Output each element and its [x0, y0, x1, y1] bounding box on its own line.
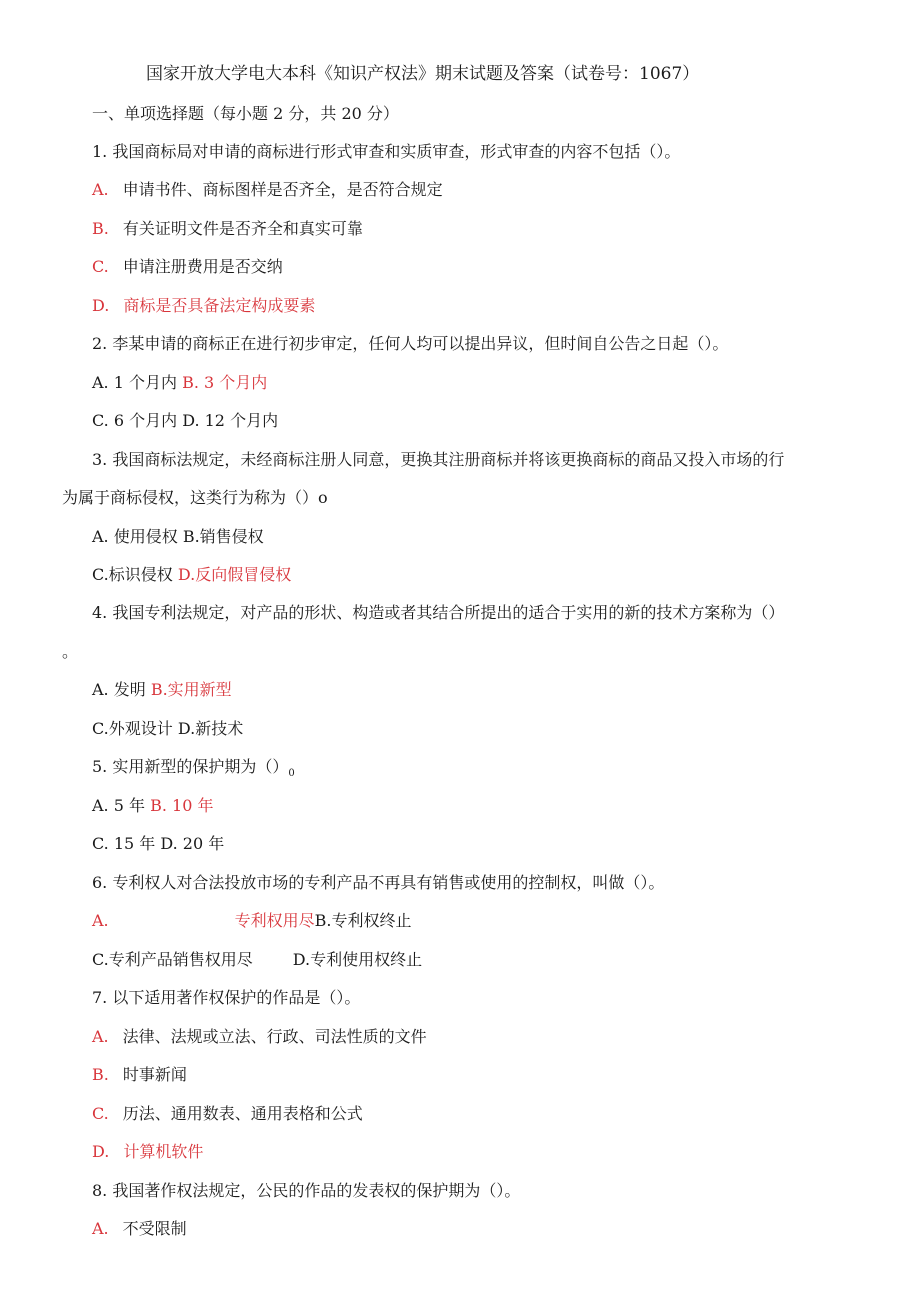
option-letter: C. [92, 1104, 109, 1123]
question-7-option-b [92, 1065, 187, 1085]
option-text-answer: 商标是否具备法定构成要素 [123, 296, 316, 315]
question-8-stem: 8. 我国著作权法规定，公民的作品的发表权的保护期为（）。 [92, 1181, 521, 1200]
option-text-answer: 计算机软件 [123, 1142, 204, 1161]
question-6-options-cd [92, 950, 422, 970]
section-heading: 一、单项选择题（每小题 2 分，共 20 分） [92, 104, 399, 123]
option-d: D.专利使用权终止 [292, 950, 423, 969]
question-2-options-cd: C. 6 个月内 D. 12 个月内 [92, 411, 279, 430]
option-a: A. 1 个月内 [92, 373, 177, 392]
option-text: 历法、通用数表、通用表格和公式 [122, 1104, 363, 1123]
question-7-option-d [92, 1142, 203, 1162]
option-c: C.标识侵权 [92, 565, 173, 584]
question-4-options-cd: C.外观设计 D.新技术 [92, 719, 244, 738]
option-b: B.专利权终止 [314, 911, 412, 930]
question-1-option-c [92, 257, 283, 277]
option-d-answer: D.反向假冒侵权 [177, 565, 292, 584]
question-6-stem: 6. 专利权人对合法投放市场的专利产品不再具有销售或使用的控制权，叫做（）。 [92, 873, 665, 892]
option-b-answer: B. 3 个月内 [182, 373, 268, 392]
option-c: C.专利产品销售权用尽 [92, 950, 253, 969]
stem-text: 5. 实用新型的保护期为（） [92, 757, 289, 776]
option-b-answer: B.实用新型 [150, 680, 232, 699]
question-6-options-ab [92, 911, 412, 931]
option-letter: A. [92, 911, 109, 930]
question-2-options-ab [92, 373, 267, 393]
option-a: A. 5 年 [92, 796, 145, 815]
question-4-stem-line2: 。 [62, 642, 79, 661]
option-letter: D. [92, 296, 110, 315]
question-1-stem: 1. 我国商标局对申请的商标进行形式审查和实质审查，形式审查的内容不包括（）。 [92, 142, 681, 161]
option-text: 法律、法规或立法、行政、司法性质的文件 [122, 1027, 427, 1046]
option-text: 有关证明文件是否齐全和真实可靠 [122, 219, 363, 238]
question-1-option-d [92, 296, 315, 316]
option-text: 申请书件、商标图样是否齐全，是否符合规定 [122, 180, 443, 199]
option-b-answer: B. 10 年 [150, 796, 214, 815]
option-letter: A. [92, 1219, 109, 1238]
question-7-option-c [92, 1104, 363, 1124]
question-3-stem-line2: 为属于商标侵权，这类行为称为（）o [62, 488, 328, 507]
question-3-options-ab: A. 使用侵权 B.销售侵权 [92, 527, 264, 546]
question-3-stem-line1: 3. 我国商标法规定，未经商标注册人同意，更换其注册商标并将该更换商标的商品又投入市场的行 [92, 450, 785, 469]
option-a-answer: 专利权用尽 [234, 911, 315, 930]
question-5-stem [92, 757, 295, 784]
option-letter: A. [92, 1027, 109, 1046]
option-a: A. 发明 [92, 680, 146, 699]
question-5-options-ab [92, 796, 213, 816]
option-letter: C. [92, 257, 109, 276]
question-1-option-a [92, 180, 443, 200]
option-text: 申请注册费用是否交纳 [122, 257, 283, 276]
question-1-option-b [92, 219, 363, 239]
question-4-options-ab [92, 680, 232, 700]
option-letter: D. [92, 1142, 110, 1161]
question-4-stem-line1: 4. 我国专利法规定，对产品的形状、构造或者其结合所提出的适合于实用的新的技术方案称为（） [92, 603, 785, 622]
stem-subscript: 0 [288, 768, 295, 780]
option-letter: B. [92, 1065, 109, 1084]
question-5-options-cd: C. 15 年 D. 20 年 [92, 834, 225, 853]
question-7-option-a [92, 1027, 427, 1047]
question-8-option-a [92, 1219, 187, 1239]
option-text: 时事新闻 [122, 1065, 187, 1084]
question-2-stem: 2. 李某申请的商标正在进行初步审定，任何人均可以提出异议，但时间自公告之日起（）。 [92, 334, 729, 353]
question-7-stem: 7. 以下适用著作权保护的作品是（）。 [92, 988, 361, 1007]
page-title: 国家开放大学电大本科《知识产权法》期末试题及答案（试卷号：1067） [146, 64, 700, 84]
question-3-options-cd [92, 565, 291, 585]
option-text: 不受限制 [122, 1219, 187, 1238]
option-letter: B. [92, 219, 109, 238]
option-letter: A. [92, 180, 109, 199]
